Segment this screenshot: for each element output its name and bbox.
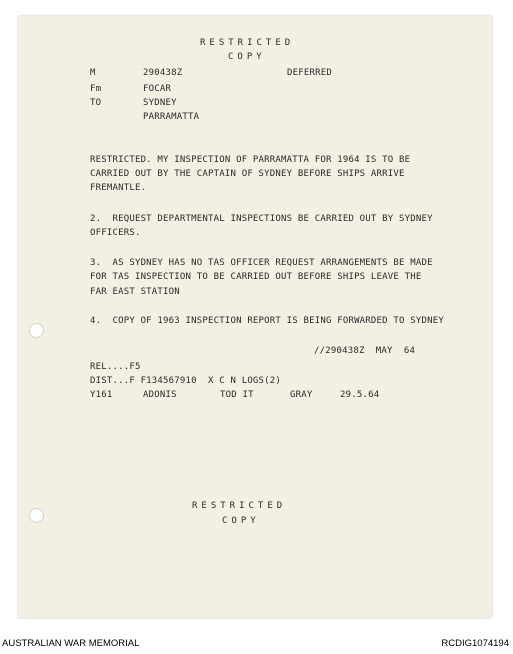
footer-classification: RESTRICTED [192,501,287,511]
header-copy: COPY [228,52,266,62]
to-field-line1: SYDNEY [143,98,177,108]
paragraph-2-line-2: OFFICERS. [90,228,141,238]
signoff-name-3: GRAY [290,390,313,400]
release-line: REL....F5 [90,362,141,372]
signoff-date: 29.5.64 [340,390,380,400]
to-field-line2: PARRAMATTA [143,112,200,122]
punch-hole-top [29,323,44,338]
paragraph-1-line-2: CARRIED OUT BY THE CAPTAIN OF SYDNEY BEFORE SHIPS ARRIVE [90,169,405,179]
paragraph-3-line-2: FOR TAS INSPECTION TO BE CARRIED OUT BEFORE SHIPS LEAVE THE [90,272,422,282]
to-label: TO [90,98,102,108]
paragraph-4-line-1: 4. COPY OF 1963 INSPECTION REPORT IS BEING FORWARDED TO SYDNEY [90,316,444,326]
header-classification: RESTRICTED [200,38,295,48]
signoff-code: Y161 [90,390,113,400]
m-label: M [90,68,96,78]
dtg-line: //290438Z MAY 64 [314,346,416,356]
archive-id: RCDIG1074194 [441,638,509,649]
footer-copy: COPY [222,516,260,526]
paragraph-2-line-1: 2. REQUEST DEPARTMENTAL INSPECTIONS BE CARRIED OUT BY SYDNEY [90,214,433,224]
from-field: FOCAR [143,84,172,94]
paragraph-1-line-1: RESTRICTED. MY INSPECTION OF PARRAMATTA FOR 1964 IS TO BE [90,155,411,165]
paragraph-3-line-1: 3. AS SYDNEY HAS NO TAS OFFICER REQUEST ARRANGEMENTS BE MADE [90,258,433,268]
punch-hole-bottom [29,508,44,523]
precedence-field: DEFERRED [287,68,332,78]
signoff-name-1: ADONIS [143,390,177,400]
paragraph-3-line-3: FAR EAST STATION [90,287,180,297]
dtg-field: 290438Z [143,68,183,78]
from-label: Fm [90,84,102,94]
paragraph-1-line-3: FREMANTLE. [90,183,147,193]
archive-label: AUSTRALIAN WAR MEMORIAL [2,638,140,649]
signoff-name-2: TOD IT [220,390,254,400]
distribution-line: DIST...F F134567910 X C N LOGS(2) [90,376,282,386]
